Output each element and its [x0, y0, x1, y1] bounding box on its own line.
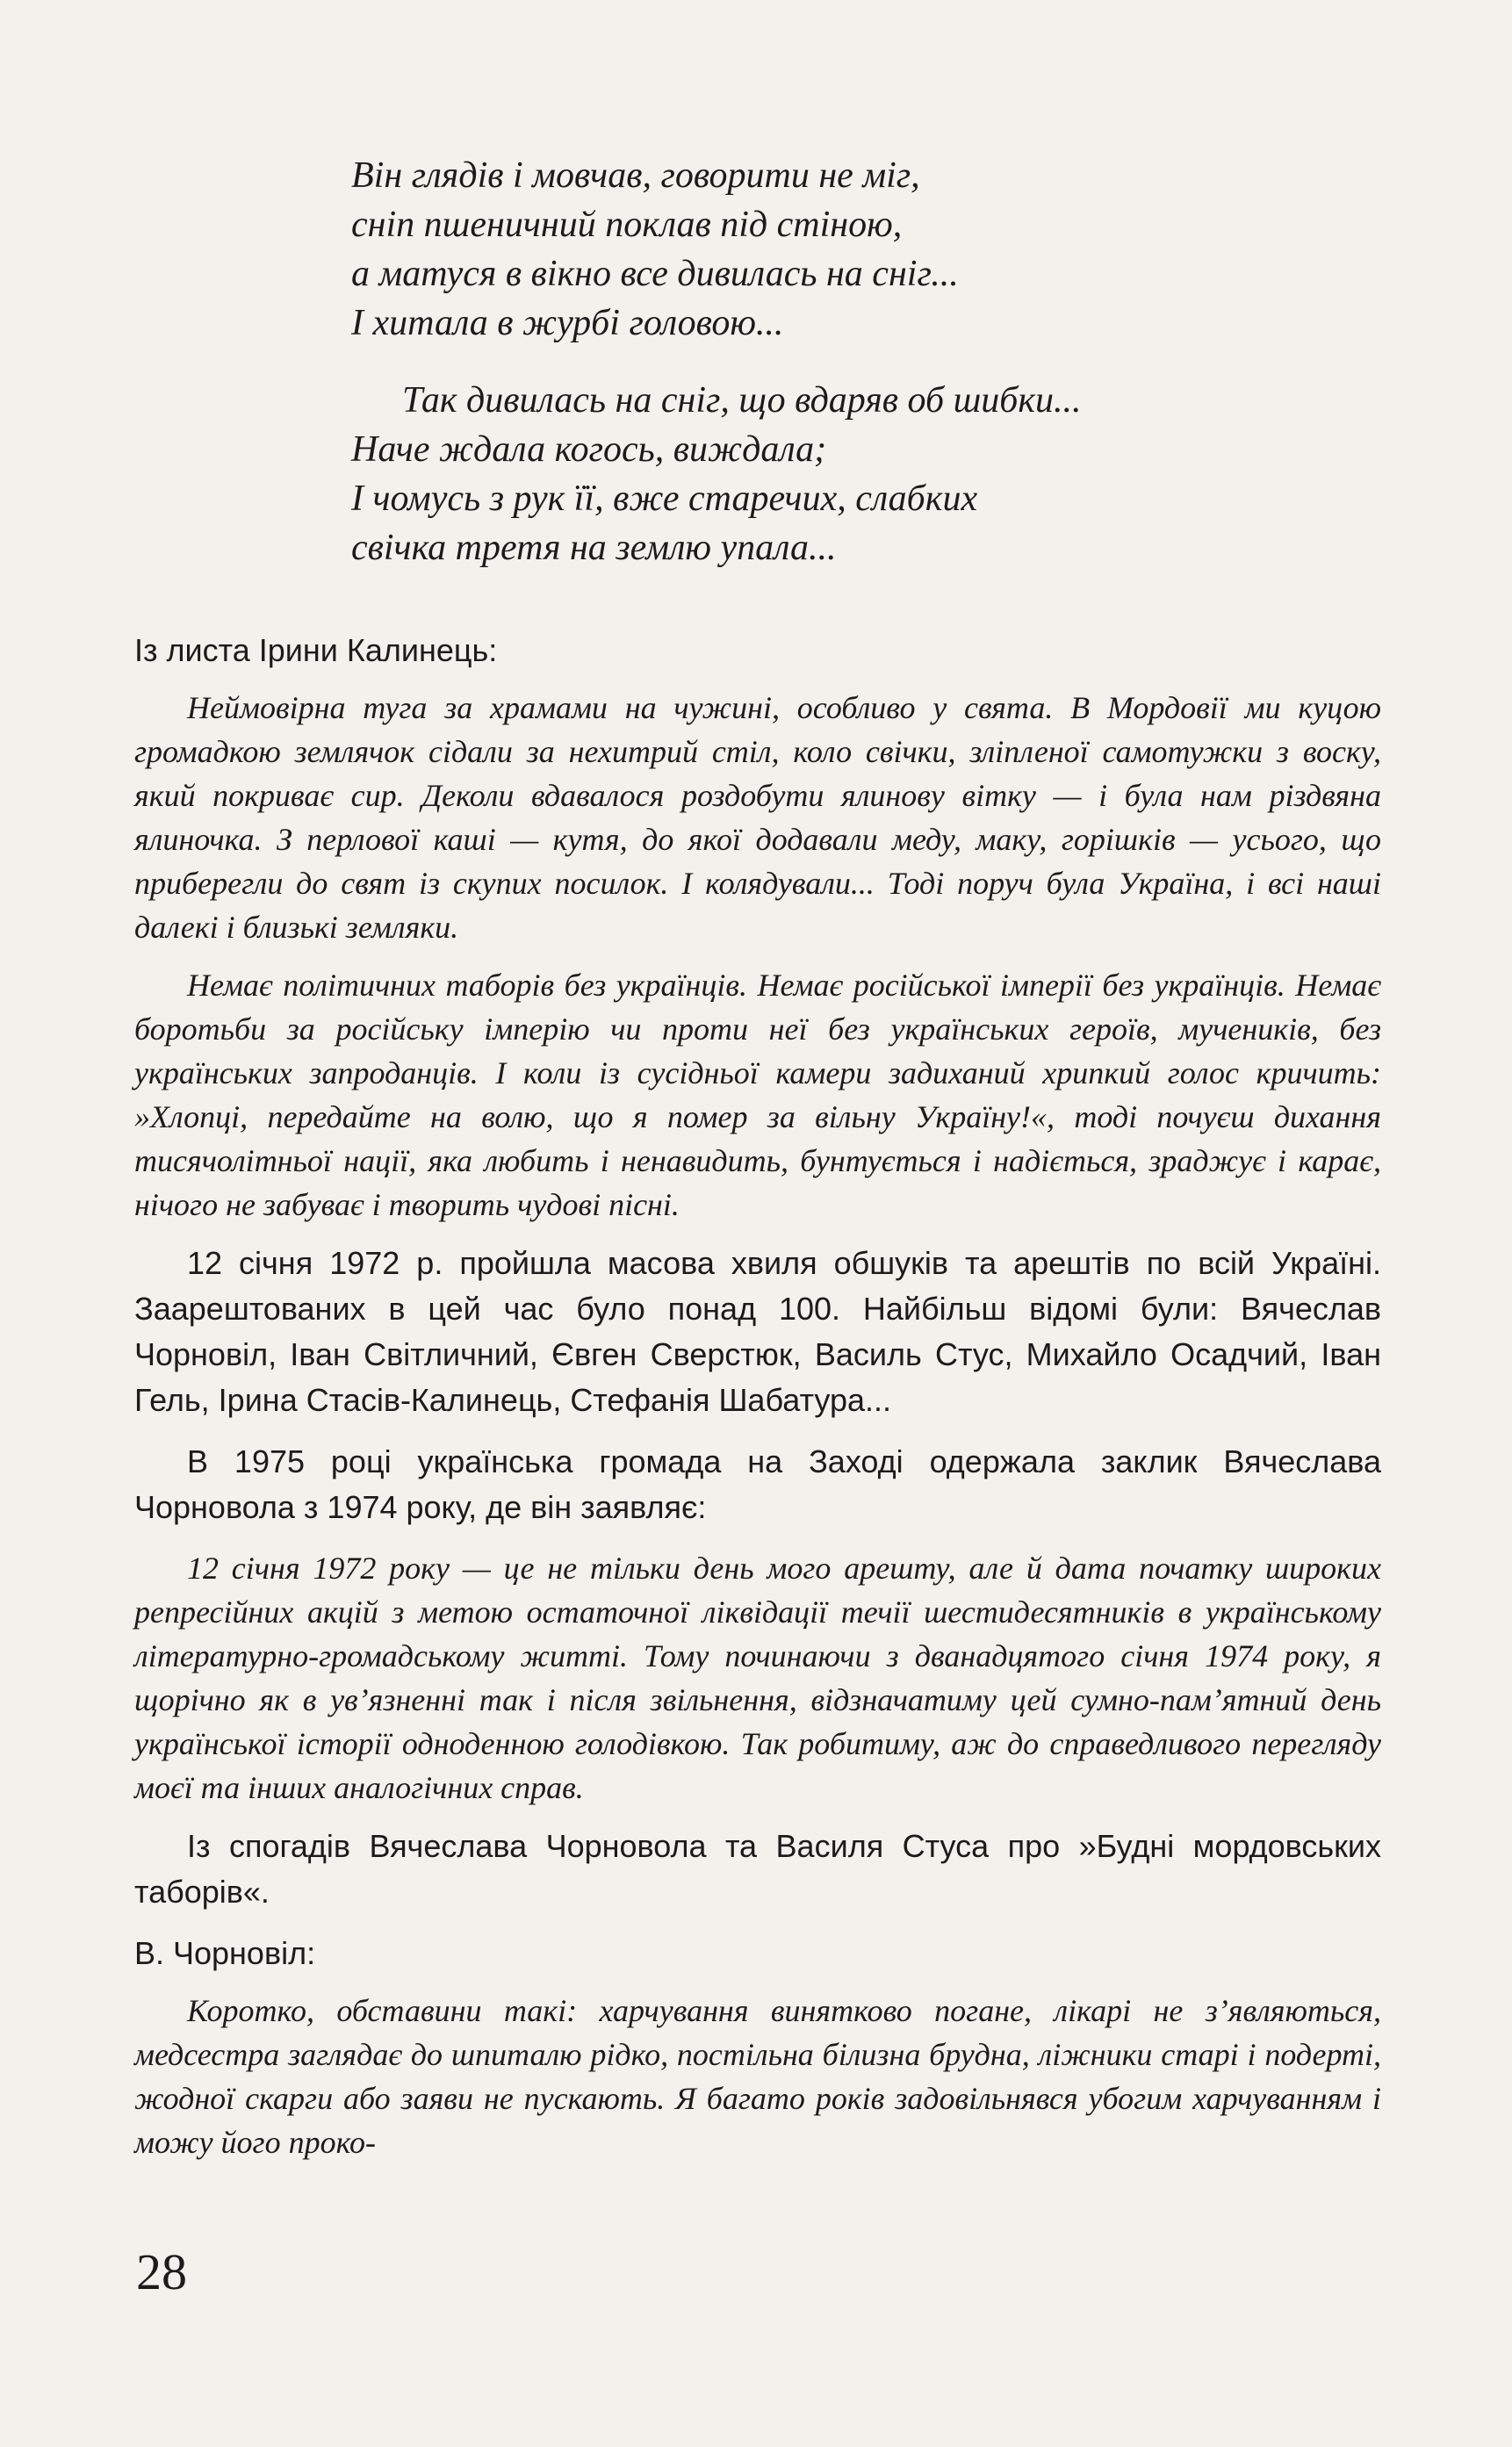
poem-line: Наче ждала когось, виждала;: [351, 429, 827, 470]
poem-stanza-2: [351, 376, 1229, 572]
poem-line: свічка третя на землю упала...: [351, 528, 837, 568]
poem-line: Так дивилась на сніг, що вдаряв об шибки...: [402, 380, 1082, 421]
poem-line: Він глядів і мовчав, говорити не міг,: [351, 155, 920, 196]
letter-quote-paragraph: Немає політичних таборів без українців. Немає російської імперії без українців. Немає боротьби за російську імперію чи проти неї без українських героїв, мучеників, без українських запроданців. І коли із сусідньої камери задиханий хрипкий голос кричить: »Хлопці, передайте на волю, що я помер за вільну Україну!«, тоді почуєш дихання тисячолітньої нації, яка любить і ненавидить, бунтується і надіється, зраджує і карає, нічого не забуває і творить чудові пісні.: [134, 968, 1381, 1222]
body-paragraph: В 1975 році українська громада на Заході одержала заклик Вячеслава Чорновола з 1974 року, де він заявляє:: [134, 1443, 1381, 1525]
chornovil-memoir-quote: Коротко, обставини такі: харчування винятково погане, лікарі не з’являються, медсестра заглядає до шпиталю рідко, постільна білизна брудна, ліжники старі і подерті, жодної скарги або заяви не пускають. Я багато років задовільнявся убогим харчуванням і можу його проко-: [134, 1993, 1381, 2160]
chornovil-appeal-quote: 12 січня 1972 року — це не тільки день мого арешту, але й дата початку широких репресійних акцій з метою остаточної ліквідації течії шестидесятників в українському літературно-громадському житті. Тому починаючи з дванадцятого січня 1974 року, я щорічно як в ув’язненні так і після звільнення, відзначатиму цей сумно-пам’ятний день української історії одноденною голодівкою. Так робитиму, аж до справедливого перегляду моєї та інших аналогічних справ.: [134, 1551, 1381, 1805]
poem-line: а матуся в вікно все дивилась на сніг...: [351, 254, 959, 294]
page-body: [134, 628, 1381, 2178]
chornovil-label: В. Чорновіл:: [134, 1935, 316, 1971]
poem-line: І чомусь з рук її, вже старечих, слабких: [351, 479, 978, 519]
body-paragraph: 12 січня 1972 р. пройшла масова хвиля обшуків та арештів по всій Україні. Заарештованих в цей час було понад 100. Найбільш відомі були: Вячеслав Чорновіл, Іван Світличний, Євген Сверстюк, Василь Стус, Михайло Осадчий, Іван Гель, Ірина Стасів-Калинець, Стефанія Шабатура...: [134, 1245, 1381, 1418]
poem-line: сніп пшеничний поклав під стіною,: [351, 205, 903, 245]
letter-quote-paragraph: Неймовірна туга за храмами на чужині, особливо у свята. В Мордовії ми куцою громадкою землячок сідали за нехитрий стіл, коло свічки, зліпленої самотужки з воску, який покриває сир. Деколи вдавалося роздобути ялинову вітку — і була нам різдвяна ялиночка. З перлової каші — кутя, до якої додавали меду, маку, горішків — усього, що приберегли до свят із скупих посилок. І колядували... Тоді поруч була Україна, і всі наші далекі і близькі земляки.: [134, 690, 1381, 945]
poem: [351, 151, 1229, 572]
poem-stanza-1: [351, 151, 1229, 348]
poem-line: І хитала в журбі головою...: [351, 303, 784, 343]
letter-source-label: Із листа Ірини Калинець:: [134, 632, 498, 668]
body-paragraph: Із спогадів Вячеслава Чорновола та Василя Стуса про »Будні мордовських таборів«.: [134, 1828, 1381, 1910]
page-number: 28: [136, 2243, 187, 2300]
